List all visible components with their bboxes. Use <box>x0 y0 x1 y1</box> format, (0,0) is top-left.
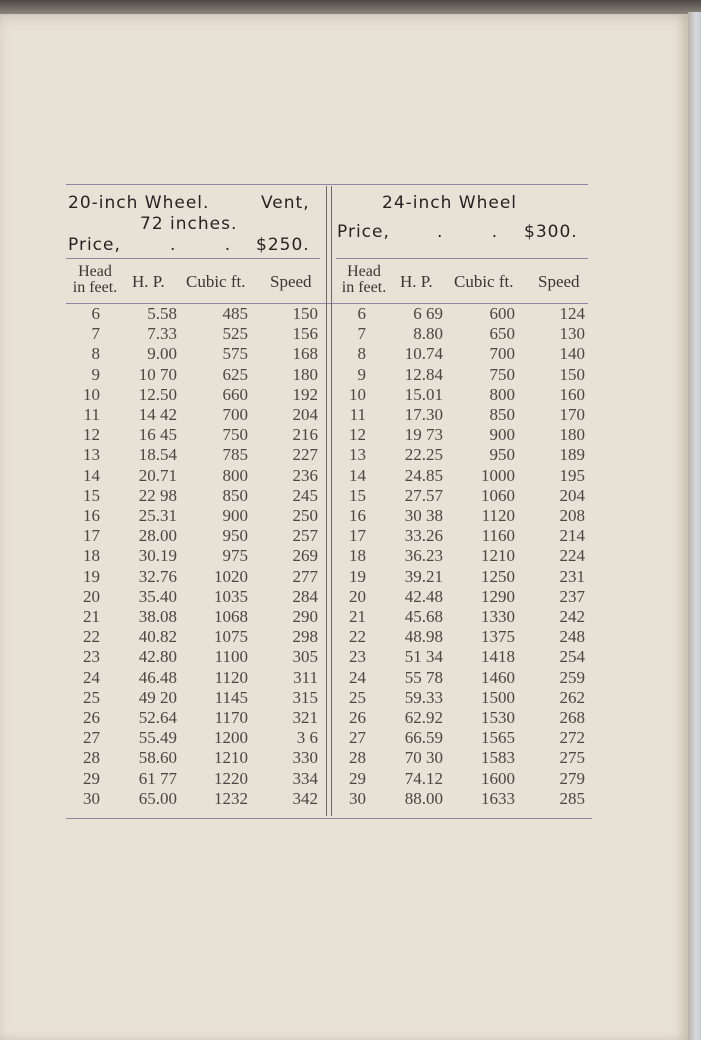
cell-head-20: 17 <box>83 526 100 546</box>
cell-cubic-24: 1120 <box>481 506 515 525</box>
cell-hp-24: 70 30 <box>404 748 443 768</box>
cell-speed-20: 156 <box>292 324 318 344</box>
cell-hp-24: 8.80 <box>413 324 443 344</box>
cell-speed-24: 237 <box>559 586 585 606</box>
cell-cubic-24: 950 <box>489 445 515 465</box>
cell-hp-24: 27.57 <box>404 485 443 505</box>
table-row <box>0 728 600 748</box>
right-price: $300. <box>524 222 578 242</box>
table-row <box>0 425 600 445</box>
cell-speed-20: 204 <box>292 405 318 424</box>
cell-speed-24: 208 <box>559 506 585 525</box>
cell-head-24: 18 <box>349 546 366 566</box>
cell-head-20: 9 <box>91 364 100 384</box>
cell-speed-24: 231 <box>559 566 585 586</box>
cell-hp-20: 16 45 <box>138 425 177 445</box>
left-col-hp: H. P. <box>132 272 165 291</box>
cell-cubic-20: 1020 <box>214 566 248 586</box>
cell-head-24: 15 <box>349 485 366 505</box>
table-row <box>0 324 600 344</box>
page-right-edge <box>688 12 701 1040</box>
cell-hp-24: 45.68 <box>404 607 443 626</box>
cell-cubic-20: 1035 <box>214 586 248 606</box>
cell-speed-20: 342 <box>292 788 318 808</box>
bottom-rule <box>66 818 592 819</box>
cell-cubic-24: 1500 <box>481 687 515 707</box>
cell-speed-20: 298 <box>292 627 318 647</box>
left-col-head <box>66 264 124 296</box>
cell-head-24: 10 <box>349 384 366 404</box>
cell-cubic-24: 800 <box>489 384 515 404</box>
cell-cubic-24: 1633 <box>481 788 515 808</box>
cell-speed-20: 315 <box>292 687 318 707</box>
cell-cubic-24: 1250 <box>481 566 515 586</box>
cell-speed-24: 248 <box>559 627 585 647</box>
cell-speed-20: 290 <box>292 607 318 626</box>
cell-speed-20: 227 <box>292 445 318 465</box>
cell-cubic-24: 1375 <box>481 627 515 647</box>
cell-hp-24: 88.00 <box>404 788 443 808</box>
header-rule-left <box>66 258 320 259</box>
cell-speed-24: 170 <box>559 405 585 424</box>
cell-hp-20: 10 70 <box>138 364 177 384</box>
cell-head-20: 15 <box>83 485 100 505</box>
cell-head-24: 16 <box>349 506 366 525</box>
cell-head-20: 6 <box>91 304 100 323</box>
header-rule-right <box>336 258 588 259</box>
cell-hp-20: 7.33 <box>147 324 177 344</box>
table-row <box>0 769 600 789</box>
cell-cubic-20: 1068 <box>214 607 248 626</box>
right-col-head-line2: in feet. <box>341 279 387 296</box>
page-top-edge <box>0 0 701 14</box>
cell-cubic-20: 1232 <box>214 788 248 808</box>
cell-head-24: 12 <box>349 425 366 445</box>
table-row <box>0 546 600 566</box>
cell-hp-20: 58.60 <box>138 748 177 768</box>
cell-cubic-20: 975 <box>222 546 248 566</box>
left-col-head-line1: Head <box>78 263 112 280</box>
cell-head-24: 7 <box>357 324 366 344</box>
cell-head-20: 12 <box>83 425 100 445</box>
cell-head-24: 17 <box>349 526 366 546</box>
cell-cubic-24: 1600 <box>481 768 515 788</box>
cell-head-20: 14 <box>83 465 100 485</box>
cell-head-24: 29 <box>349 768 366 788</box>
cell-cubic-20: 850 <box>222 485 248 505</box>
left-col-speed: Speed <box>270 272 312 291</box>
cell-hp-24: 12.84 <box>404 364 443 384</box>
cell-cubic-20: 1100 <box>214 647 248 667</box>
cell-cubic-20: 525 <box>222 324 248 344</box>
cell-head-24: 26 <box>349 708 366 727</box>
table-row <box>0 567 600 587</box>
cell-speed-20: 250 <box>292 506 318 525</box>
table-row <box>0 445 600 465</box>
cell-speed-24: 279 <box>559 768 585 788</box>
cell-speed-24: 160 <box>559 384 585 404</box>
table-row <box>0 708 600 728</box>
cell-hp-20: 32.76 <box>138 566 177 586</box>
cell-hp-20: 5.58 <box>147 304 177 323</box>
cell-speed-20: 269 <box>292 546 318 566</box>
cell-head-20: 30 <box>83 788 100 808</box>
table-row <box>0 365 600 385</box>
cell-cubic-24: 1530 <box>481 708 515 727</box>
cell-cubic-24: 1565 <box>481 728 515 748</box>
cell-speed-24: 254 <box>559 647 585 667</box>
cell-hp-20: 18.54 <box>138 445 177 465</box>
left-price-label: Price, <box>68 235 121 255</box>
cell-hp-24: 48.98 <box>404 627 443 647</box>
cell-speed-20: 334 <box>292 768 318 788</box>
cell-hp-20: 65.00 <box>138 788 177 808</box>
table-row <box>0 506 600 526</box>
cell-hp-24: 6 69 <box>413 304 443 323</box>
right-title: 24-inch Wheel <box>382 193 518 213</box>
cell-head-20: 11 <box>83 405 100 424</box>
cell-cubic-24: 1583 <box>481 748 515 768</box>
cell-head-20: 28 <box>83 748 100 768</box>
cell-hp-24: 39.21 <box>404 566 443 586</box>
cell-hp-20: 9.00 <box>147 344 177 364</box>
cell-speed-24: 150 <box>559 364 585 384</box>
cell-head-20: 13 <box>83 445 100 465</box>
table-row <box>0 486 600 506</box>
cell-head-20: 18 <box>83 546 100 566</box>
cell-hp-20: 49 20 <box>138 687 177 707</box>
cell-speed-20: 216 <box>292 425 318 445</box>
cell-speed-20: 3 6 <box>296 728 318 748</box>
cell-speed-24: 195 <box>559 465 585 485</box>
table-row <box>0 627 600 647</box>
table-row <box>0 607 600 627</box>
cell-cubic-24: 1460 <box>481 667 515 687</box>
table-row <box>0 385 600 405</box>
cell-head-20: 22 <box>83 627 100 647</box>
cell-head-20: 16 <box>83 506 100 525</box>
cell-cubic-20: 1170 <box>214 708 248 727</box>
cell-head-20: 27 <box>83 728 100 748</box>
cell-speed-20: 245 <box>292 485 318 505</box>
cell-cubic-20: 660 <box>222 384 248 404</box>
cell-speed-24: 285 <box>559 788 585 808</box>
cell-cubic-20: 750 <box>222 425 248 445</box>
cell-cubic-20: 1120 <box>214 667 248 687</box>
table-row <box>0 647 600 667</box>
cell-speed-20: 305 <box>292 647 318 667</box>
cell-head-20: 7 <box>91 324 100 344</box>
cell-speed-20: 236 <box>292 465 318 485</box>
cell-hp-24: 42.48 <box>404 586 443 606</box>
cell-cubic-24: 1160 <box>481 526 515 546</box>
cell-head-24: 27 <box>349 728 366 748</box>
cell-cubic-20: 485 <box>222 304 248 323</box>
cell-speed-24: 180 <box>559 425 585 445</box>
cell-speed-24: 272 <box>559 728 585 748</box>
cell-head-24: 9 <box>357 364 366 384</box>
cell-hp-20: 25.31 <box>138 506 177 525</box>
cell-cubic-24: 1330 <box>481 607 515 626</box>
cell-head-24: 22 <box>349 627 366 647</box>
cell-speed-20: 321 <box>292 708 318 727</box>
cell-hp-20: 12.50 <box>138 384 177 404</box>
cell-cubic-20: 900 <box>222 506 248 525</box>
cell-speed-20: 192 <box>292 384 318 404</box>
cell-hp-24: 19 73 <box>404 425 443 445</box>
cell-speed-20: 150 <box>292 304 318 323</box>
cell-head-20: 24 <box>83 667 100 687</box>
cell-head-24: 14 <box>349 465 366 485</box>
cell-cubic-20: 1200 <box>214 728 248 748</box>
cell-speed-20: 180 <box>292 364 318 384</box>
cell-hp-20: 55.49 <box>138 728 177 748</box>
table-row <box>0 587 600 607</box>
cell-hp-20: 61 77 <box>138 768 177 788</box>
cell-hp-24: 51 34 <box>404 647 443 667</box>
cell-cubic-24: 1210 <box>481 546 515 566</box>
cell-cubic-24: 1060 <box>481 485 515 505</box>
cell-cubic-24: 650 <box>489 324 515 344</box>
table-row <box>0 405 600 425</box>
cell-speed-20: 311 <box>293 667 318 687</box>
cell-speed-24: 275 <box>559 748 585 768</box>
cell-head-24: 23 <box>349 647 366 667</box>
cell-head-24: 8 <box>357 344 366 364</box>
right-col-head <box>335 264 393 296</box>
cell-hp-20: 46.48 <box>138 667 177 687</box>
cell-hp-24: 22.25 <box>404 445 443 465</box>
cell-cubic-24: 1290 <box>481 586 515 606</box>
cell-head-24: 30 <box>349 788 366 808</box>
cell-speed-20: 168 <box>292 344 318 364</box>
right-col-hp: H. P. <box>400 272 433 291</box>
table-row <box>0 668 600 688</box>
cell-hp-24: 15.01 <box>404 384 443 404</box>
cell-speed-24: 140 <box>559 344 585 364</box>
cell-speed-24: 262 <box>559 687 585 707</box>
cell-speed-24: 189 <box>559 445 585 465</box>
cell-cubic-20: 1220 <box>214 768 248 788</box>
cell-speed-24: 124 <box>559 304 585 323</box>
cell-head-20: 10 <box>83 384 100 404</box>
cell-cubic-24: 750 <box>489 364 515 384</box>
cell-speed-20: 330 <box>292 748 318 768</box>
left-col-cubic: Cubic ft. <box>186 272 246 291</box>
cell-speed-24: 130 <box>559 324 585 344</box>
cell-cubic-20: 575 <box>222 344 248 364</box>
cell-hp-24: 74.12 <box>404 768 443 788</box>
table-row <box>0 304 600 324</box>
cell-hp-24: 62.92 <box>404 708 443 727</box>
table-row <box>0 466 600 486</box>
cell-hp-24: 66.59 <box>404 728 443 748</box>
cell-cubic-24: 600 <box>489 304 515 323</box>
right-col-head-line1: Head <box>347 263 381 280</box>
cell-speed-24: 268 <box>559 708 585 727</box>
table-row <box>0 789 600 809</box>
cell-hp-24: 36.23 <box>404 546 443 566</box>
cell-hp-20: 52.64 <box>138 708 177 727</box>
cell-hp-24: 59.33 <box>404 687 443 707</box>
cell-cubic-20: 625 <box>222 364 248 384</box>
cell-hp-20: 35.40 <box>138 586 177 606</box>
cell-cubic-20: 1210 <box>214 748 248 768</box>
table-row <box>0 688 600 708</box>
table-row <box>0 526 600 546</box>
cell-hp-20: 30.19 <box>138 546 177 566</box>
cell-head-24: 21 <box>349 607 366 626</box>
cell-head-20: 26 <box>83 708 100 727</box>
left-title-vent: Vent, <box>261 193 310 213</box>
cell-speed-20: 284 <box>292 586 318 606</box>
cell-hp-24: 55 78 <box>404 667 443 687</box>
cell-hp-24: 33.26 <box>404 526 443 546</box>
cell-cubic-24: 1000 <box>481 465 515 485</box>
cell-head-24: 11 <box>349 405 366 424</box>
cell-cubic-20: 700 <box>222 405 248 424</box>
cell-hp-20: 38.08 <box>138 607 177 626</box>
cell-head-24: 19 <box>349 566 366 586</box>
cell-head-20: 20 <box>83 586 100 606</box>
cell-head-24: 24 <box>349 667 366 687</box>
cell-cubic-24: 700 <box>489 344 515 364</box>
left-title-inches: 72 inches. <box>140 214 238 234</box>
top-rule <box>66 184 588 185</box>
cell-head-20: 25 <box>83 687 100 707</box>
cell-head-20: 8 <box>91 344 100 364</box>
cell-head-24: 28 <box>349 748 366 768</box>
cell-hp-24: 24.85 <box>404 465 443 485</box>
cell-head-24: 20 <box>349 586 366 606</box>
cell-head-20: 29 <box>83 768 100 788</box>
cell-head-24: 13 <box>349 445 366 465</box>
cell-head-20: 23 <box>83 647 100 667</box>
right-price-dots: . . <box>437 222 520 242</box>
cell-head-24: 6 <box>357 304 366 323</box>
cell-speed-24: 224 <box>559 546 585 566</box>
cell-hp-20: 20.71 <box>138 465 177 485</box>
cell-head-20: 19 <box>83 566 100 586</box>
table-row <box>0 344 600 364</box>
cell-speed-20: 277 <box>292 566 318 586</box>
cell-hp-24: 17.30 <box>404 405 443 424</box>
cell-cubic-20: 785 <box>222 445 248 465</box>
cell-cubic-24: 1418 <box>481 647 515 667</box>
left-price-dots: . . <box>170 235 253 255</box>
left-title: 20-inch Wheel. <box>68 193 210 213</box>
cell-cubic-20: 950 <box>222 526 248 546</box>
cell-speed-20: 257 <box>292 526 318 546</box>
cell-speed-24: 214 <box>559 526 585 546</box>
cell-cubic-20: 1145 <box>214 687 248 707</box>
cell-cubic-24: 850 <box>489 405 515 424</box>
left-price: $250. <box>256 235 310 255</box>
cell-cubic-24: 900 <box>489 425 515 445</box>
cell-cubic-20: 800 <box>222 465 248 485</box>
cell-speed-24: 259 <box>559 667 585 687</box>
cell-speed-24: 242 <box>559 607 585 626</box>
cell-hp-20: 22 98 <box>138 485 177 505</box>
cell-cubic-20: 1075 <box>214 627 248 647</box>
cell-hp-24: 10.74 <box>404 344 443 364</box>
cell-hp-20: 14 42 <box>138 405 177 424</box>
cell-speed-24: 204 <box>559 485 585 505</box>
table-row <box>0 748 600 768</box>
cell-hp-20: 42.80 <box>138 647 177 667</box>
cell-hp-20: 28.00 <box>138 526 177 546</box>
left-col-head-line2: in feet. <box>72 279 118 296</box>
right-col-cubic: Cubic ft. <box>454 272 514 291</box>
cell-hp-24: 30 38 <box>404 506 443 525</box>
right-col-speed: Speed <box>538 272 580 291</box>
cell-hp-20: 40.82 <box>138 627 177 647</box>
cell-head-24: 25 <box>349 687 366 707</box>
cell-head-20: 21 <box>83 607 100 626</box>
right-price-label: Price, <box>337 222 390 242</box>
